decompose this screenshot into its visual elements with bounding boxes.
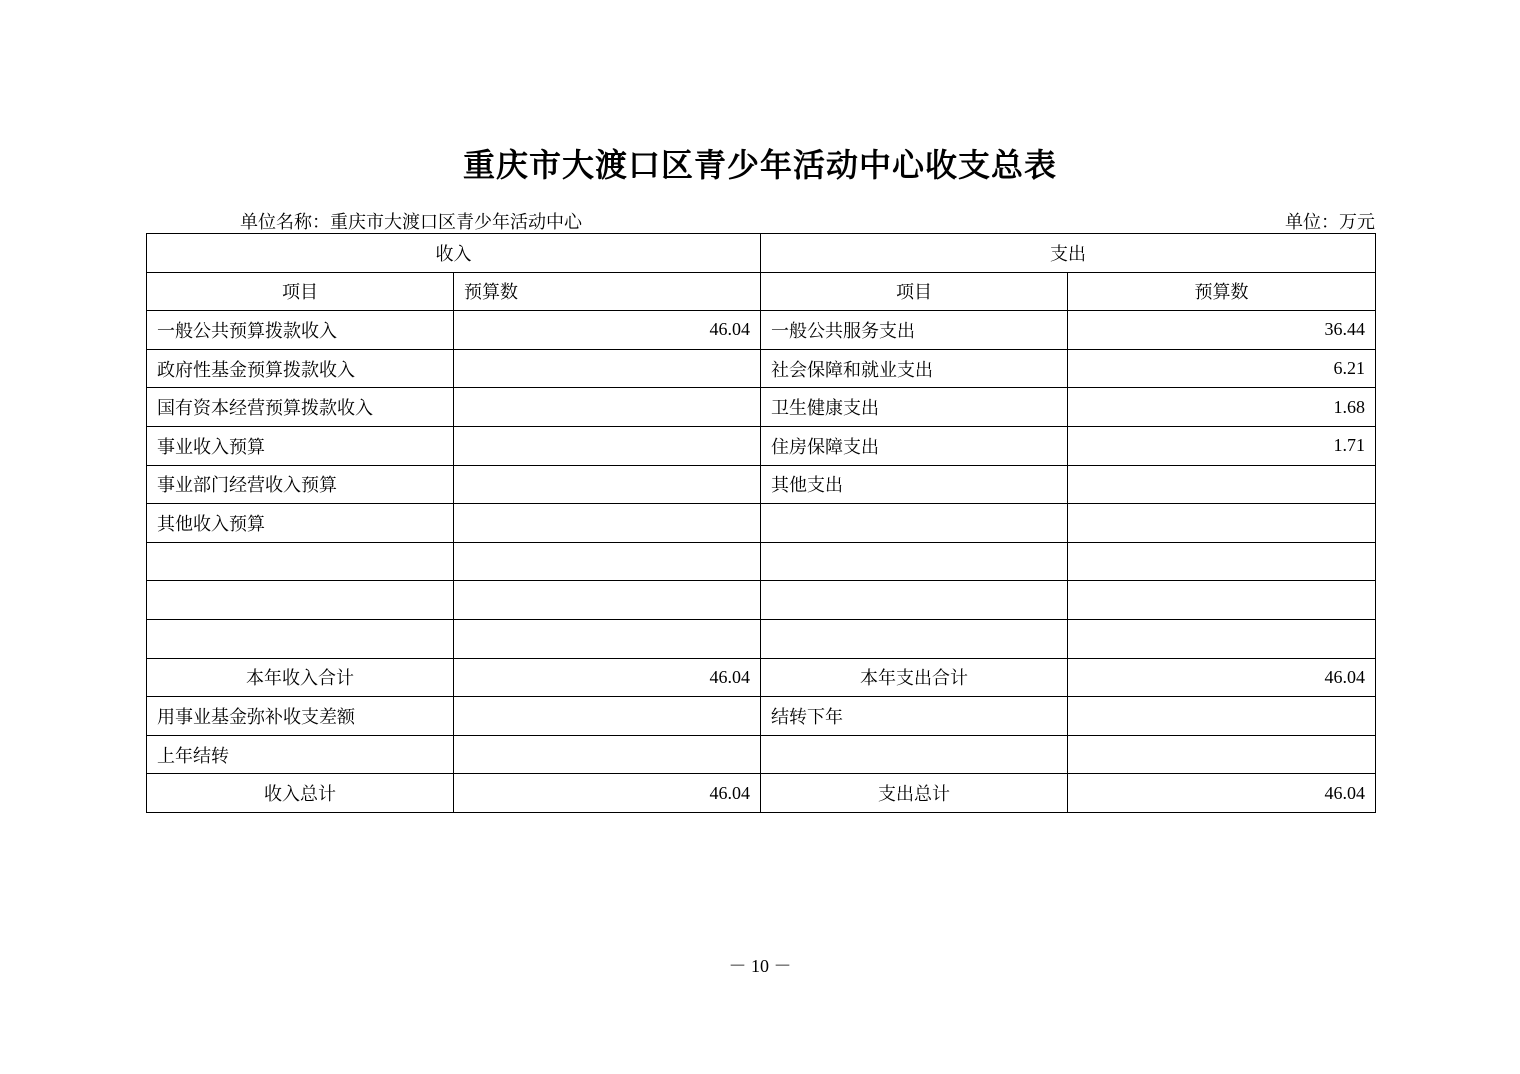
- table-row: [147, 465, 1376, 504]
- empty-cell: [1068, 581, 1376, 620]
- year-expense-total-value: 46.04: [1068, 658, 1376, 697]
- income-grand-total-value: 46.04: [454, 774, 761, 813]
- empty-cell: [147, 542, 454, 581]
- expense-value: 6.21: [1068, 349, 1376, 388]
- table-row: [147, 504, 1376, 543]
- prev-year-row: [147, 735, 1376, 774]
- table-row: [147, 388, 1376, 427]
- empty-row: [147, 542, 1376, 581]
- expense-value: [1068, 465, 1376, 504]
- page-number: － 10 －: [728, 956, 792, 976]
- budget-summary-table: [146, 233, 1376, 813]
- empty-cell: [1068, 542, 1376, 581]
- empty-row: [147, 581, 1376, 620]
- year-expense-total-label: 本年支出合计: [761, 658, 1068, 697]
- empty-cell: [1068, 619, 1376, 658]
- expense-item: 卫生健康支出: [761, 388, 1068, 427]
- expense-item: [761, 504, 1068, 543]
- fund-row: [147, 697, 1376, 736]
- income-item: 事业收入预算: [147, 426, 454, 465]
- expense-item-header: 项目: [761, 272, 1068, 311]
- table-row: [147, 311, 1376, 350]
- column-header-row: [147, 272, 1376, 311]
- empty-cell: [454, 697, 761, 736]
- year-total-row: [147, 658, 1376, 697]
- empty-cell: [454, 735, 761, 774]
- empty-cell: [454, 542, 761, 581]
- expense-grand-total-label: 支出总计: [761, 774, 1068, 813]
- empty-cell: [147, 619, 454, 658]
- year-income-total-value: 46.04: [454, 658, 761, 697]
- income-item: 其他收入预算: [147, 504, 454, 543]
- empty-cell: [761, 581, 1068, 620]
- expense-section-header: 支出: [761, 234, 1376, 273]
- expense-item: 住房保障支出: [761, 426, 1068, 465]
- income-item-header: 项目: [147, 272, 454, 311]
- empty-cell: [454, 619, 761, 658]
- expense-grand-total-value: 46.04: [1068, 774, 1376, 813]
- table-row: [147, 426, 1376, 465]
- section-header-row: [147, 234, 1376, 273]
- table-row: [147, 349, 1376, 388]
- income-item: 事业部门经营收入预算: [147, 465, 454, 504]
- empty-row: [147, 619, 1376, 658]
- income-value: [454, 388, 761, 427]
- income-value: [454, 465, 761, 504]
- expense-item: 其他支出: [761, 465, 1068, 504]
- income-grand-total-label: 收入总计: [147, 774, 454, 813]
- expense-value: 1.71: [1068, 426, 1376, 465]
- empty-cell: [1068, 735, 1376, 774]
- unit-label: 单位：万元: [1285, 212, 1375, 233]
- expense-item: 社会保障和就业支出: [761, 349, 1068, 388]
- income-item: 一般公共预算拨款收入: [147, 311, 454, 350]
- income-value: [454, 504, 761, 543]
- fund-income-label: 用事业基金弥补收支差额: [147, 697, 454, 736]
- income-value: 46.04: [454, 311, 761, 350]
- empty-cell: [1068, 697, 1376, 736]
- income-item: 政府性基金预算拨款收入: [147, 349, 454, 388]
- prev-year-label: 上年结转: [147, 735, 454, 774]
- carry-forward-label: 结转下年: [761, 697, 1068, 736]
- income-budget-header: 预算数: [454, 272, 761, 311]
- empty-cell: [454, 581, 761, 620]
- empty-cell: [761, 542, 1068, 581]
- income-value: [454, 426, 761, 465]
- empty-cell: [147, 581, 454, 620]
- grand-total-row: [147, 774, 1376, 813]
- expense-value: 36.44: [1068, 311, 1376, 350]
- unit-name: 单位名称：重庆市大渡口区青少年活动中心: [240, 212, 582, 233]
- income-value: [454, 349, 761, 388]
- empty-cell: [761, 619, 1068, 658]
- expense-item: 一般公共服务支出: [761, 311, 1068, 350]
- empty-cell: [761, 735, 1068, 774]
- expense-value: [1068, 504, 1376, 543]
- income-section-header: 收入: [147, 234, 761, 273]
- page-title: 重庆市大渡口区青少年活动中心收支总表: [462, 146, 1057, 184]
- income-item: 国有资本经营预算拨款收入: [147, 388, 454, 427]
- expense-budget-header: 预算数: [1068, 272, 1376, 311]
- expense-value: 1.68: [1068, 388, 1376, 427]
- year-income-total-label: 本年收入合计: [147, 658, 454, 697]
